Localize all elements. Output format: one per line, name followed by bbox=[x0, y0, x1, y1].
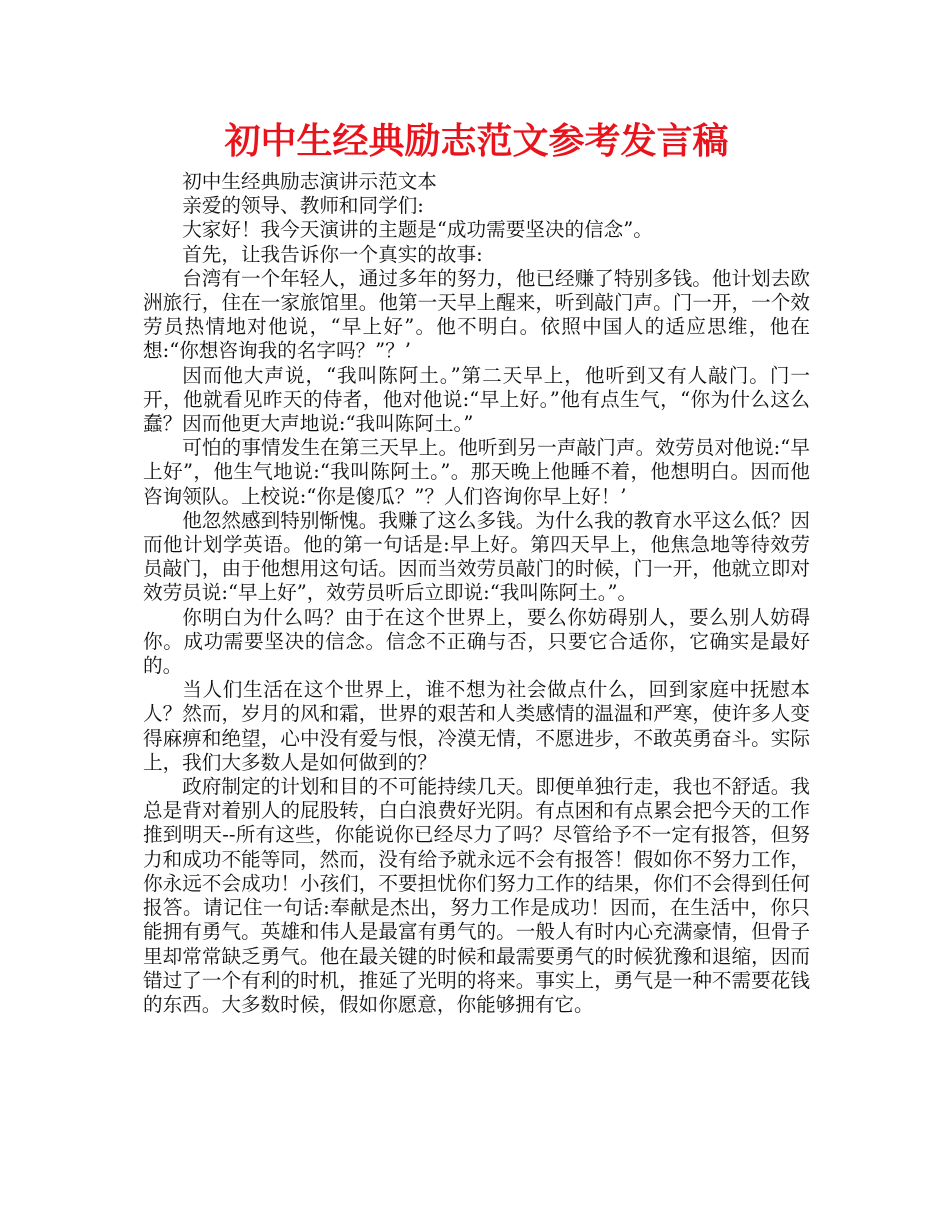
paragraph-story-3: 可怕的事情发生在第三天早上。他听到另一声敲门声。效劳员对他说:“早上好”，他生气地说:“我叫陈阿土。”。那天晚上他睡不着，他想明白。因而他咨询领队。上校说:“你是傻瓜？”？人们咨询你早上好！’ bbox=[143, 436, 810, 508]
paragraph-story-4: 他忽然感到特别惭愧。我赚了这么多钱。为什么我的教育水平这么低？因而他计划学英语。他的第一句话是:早上好。第四天早上，他焦急地等待效劳员敲门，由于他想用这句话。因而当效劳员敲门的时候，门一开，他就立即对效劳员说:“早上好”，效劳员听后立即说:“我叫陈阿土。”。 bbox=[143, 508, 810, 605]
document-body bbox=[143, 170, 810, 1017]
paragraph-greeting: 大家好！我今天演讲的主题是“成功需要坚决的信念”。 bbox=[182, 218, 653, 242]
paragraph-intro: 首先，让我告诉你一个真实的故事: bbox=[182, 242, 483, 266]
paragraph-courage: 政府制定的计划和目的不可能持续几天。即便单独行走，我也不舒适。我总是背对着别人的屁股转，白白浪费好光阴。有点困和有点累会把今天的工作推到明天--所有这些，你能说你已经尽力了吗？尽管给予不一定有报答，但努力和成功不能等同，然而，没有给予就永远不会有报答！假如你不努力工作，你永远不会成功！小孩们，不要担忧你们努力工作的结果，你们不会得到任何报答。请记住一句话:奉献是杰出，努力工作是成功！因而，在生活中，你只能拥有勇气。英雄和伟人是最富有勇气的。一般人有时内心充满豪情，但骨子里却常常缺乏勇气。他在最关键的时候和最需要勇气的时候犹豫和退缩，因而错过了一个有利的时机，推延了光明的将来。事实上，勇气是一种不需要花钱的东西。大多数时候，假如你愿意，你能够拥有它。 bbox=[143, 775, 810, 1016]
paragraph-society: 当人们生活在这个世界上，谁不想为社会做点什么，回到家庭中抚慰本人？然而，岁月的风和霜，世界的艰苦和人类感情的温温和严寒，使许多人变得麻痹和绝望，心中没有爱与恨，冷漠无情，不愿进步，不敢英勇奋斗。实际上，我们大多数人是如何做到的？ bbox=[143, 678, 810, 774]
paragraph-story-2: 因而他大声说，“我叫陈阿土。”第二天早上，他听到又有人敲门。门一开，他就看见昨天的侍者，他对他说:“早上好。”他有点生气，“你为什么这么蠢？因而他更大声地说:“我叫陈阿土。” bbox=[143, 363, 810, 436]
paragraph-subtitle: 初中生经典励志演讲示范文本 bbox=[182, 170, 437, 193]
document-page bbox=[143, 118, 810, 1017]
document-title: 初中生经典励志范文参考发言稿 bbox=[224, 121, 729, 162]
paragraph-salutation: 亲爱的领导、教师和同学们: bbox=[182, 194, 424, 218]
paragraph-reflection: 你明白为什么吗？由于在这个世界上，要么你妨碍别人，要么别人妨碍你。成功需要坚决的信念。信念不正确与否，只要它合适你，它确实是最好的。 bbox=[143, 605, 810, 678]
paragraph-story-1: 台湾有一个年轻人，通过多年的努力，他已经赚了特别多钱。他计划去欧洲旅行，住在一家旅馆里。他第一天早上醒来，听到敲门声。门一开，一个效劳员热情地对他说，“早上好”。他不明白。依照中国人的适应思维，他在想:“你想咨询我的名字吗？”？’ bbox=[143, 266, 810, 363]
